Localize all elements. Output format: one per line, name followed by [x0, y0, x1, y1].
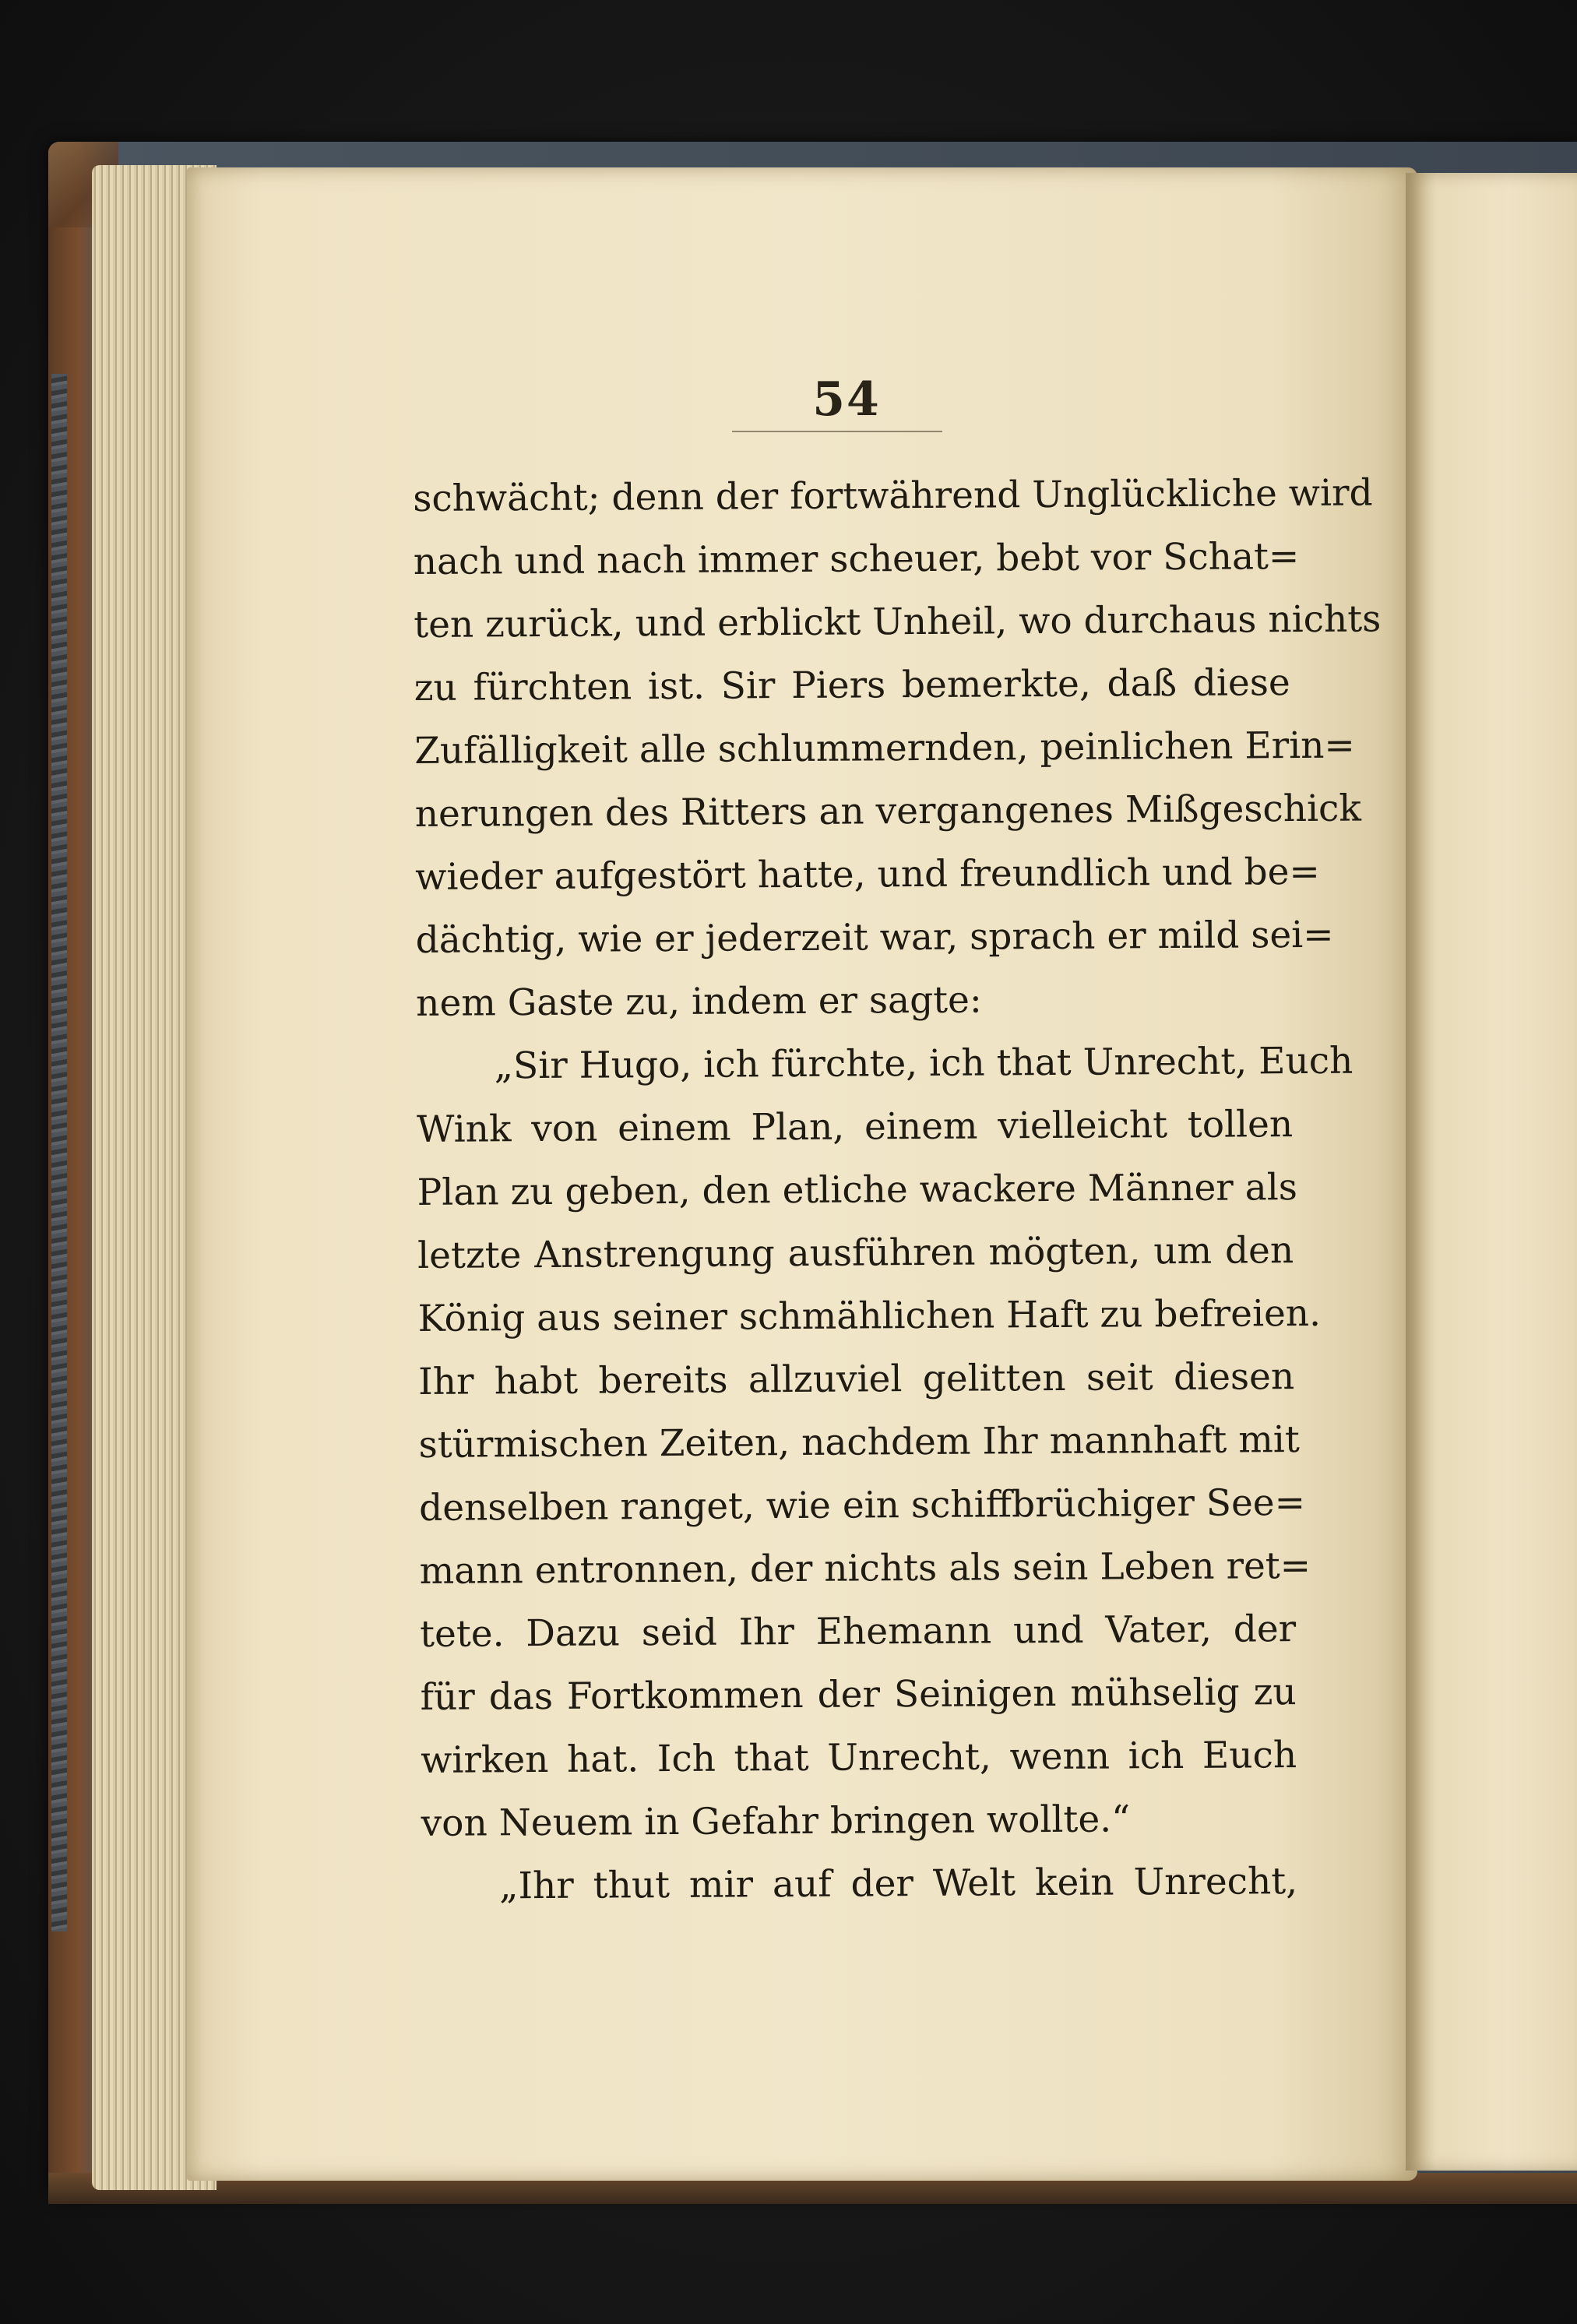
text-line: dächtig, wie er jederzeit war, sprach er mild sei=: [415, 913, 1334, 962]
marbled-spine: [51, 374, 67, 1931]
text-line: tete. Dazu seid Ihr Ehemann und Vater, der: [419, 1607, 1297, 1656]
text-line: „Sir Hugo, ich fürchte, ich that Unrecht, Euch: [494, 1039, 1353, 1088]
text-line: zu fürchten ist. Sir Piers bemerkte, daß diese: [414, 661, 1290, 710]
text-line: ten zurück, und erblickt Unheil, wo durchaus nichts: [414, 597, 1382, 646]
text-line: für das Fortkommen der Seinigen mühselig zu: [420, 1671, 1297, 1719]
body-text: [413, 462, 1382, 1918]
text-line: wieder aufgestört hatte, und freundlich und be=: [415, 850, 1321, 899]
text-line: nem Gaste zu, indem er sagte:: [416, 978, 982, 1025]
text-line: stürmischen Zeiten, nachdem Ihr mannhaft mit: [418, 1418, 1300, 1467]
text-line: denselben ranget, wie ein schiffbrüchiger See=: [418, 1481, 1306, 1530]
text-line: nach und nach immer scheuer, bebt vor Schat=: [413, 535, 1300, 583]
text-line: „Ihr thut mir auf der Welt kein Unrecht,: [498, 1860, 1298, 1908]
text-line: letzte Anstrengung ausführen mögten, um den: [417, 1229, 1294, 1277]
header-rule: [732, 431, 942, 432]
text-line: Zufälligkeit alle schlummernden, peinlichen Erin=: [414, 724, 1355, 773]
text-line: nerungen des Ritters an vergangenes Mißgeschick: [414, 787, 1362, 836]
facing-page: [1406, 173, 1577, 2171]
text-line: schwächt; denn der fortwährend Unglückliche wird: [413, 471, 1373, 520]
text-line: Plan zu geben, den etliche wackere Männer als: [417, 1166, 1298, 1214]
text-line: von Neuem in Gefahr bringen wollte.“: [421, 1798, 1131, 1845]
text-line: wirken hat. Ich that Unrecht, wenn ich Euch: [420, 1734, 1297, 1782]
text-line: König aus seiner schmählichen Haft zu befreien.: [417, 1291, 1322, 1340]
text-line: mann entronnen, der nichts als sein Leben ret=: [419, 1544, 1311, 1593]
text-line: Wink von einem Plan, einem vielleicht tollen: [417, 1103, 1294, 1151]
page-number: 54: [812, 372, 881, 427]
text-line: Ihr habt bereits allzuviel gelitten seit diesen: [418, 1355, 1295, 1403]
